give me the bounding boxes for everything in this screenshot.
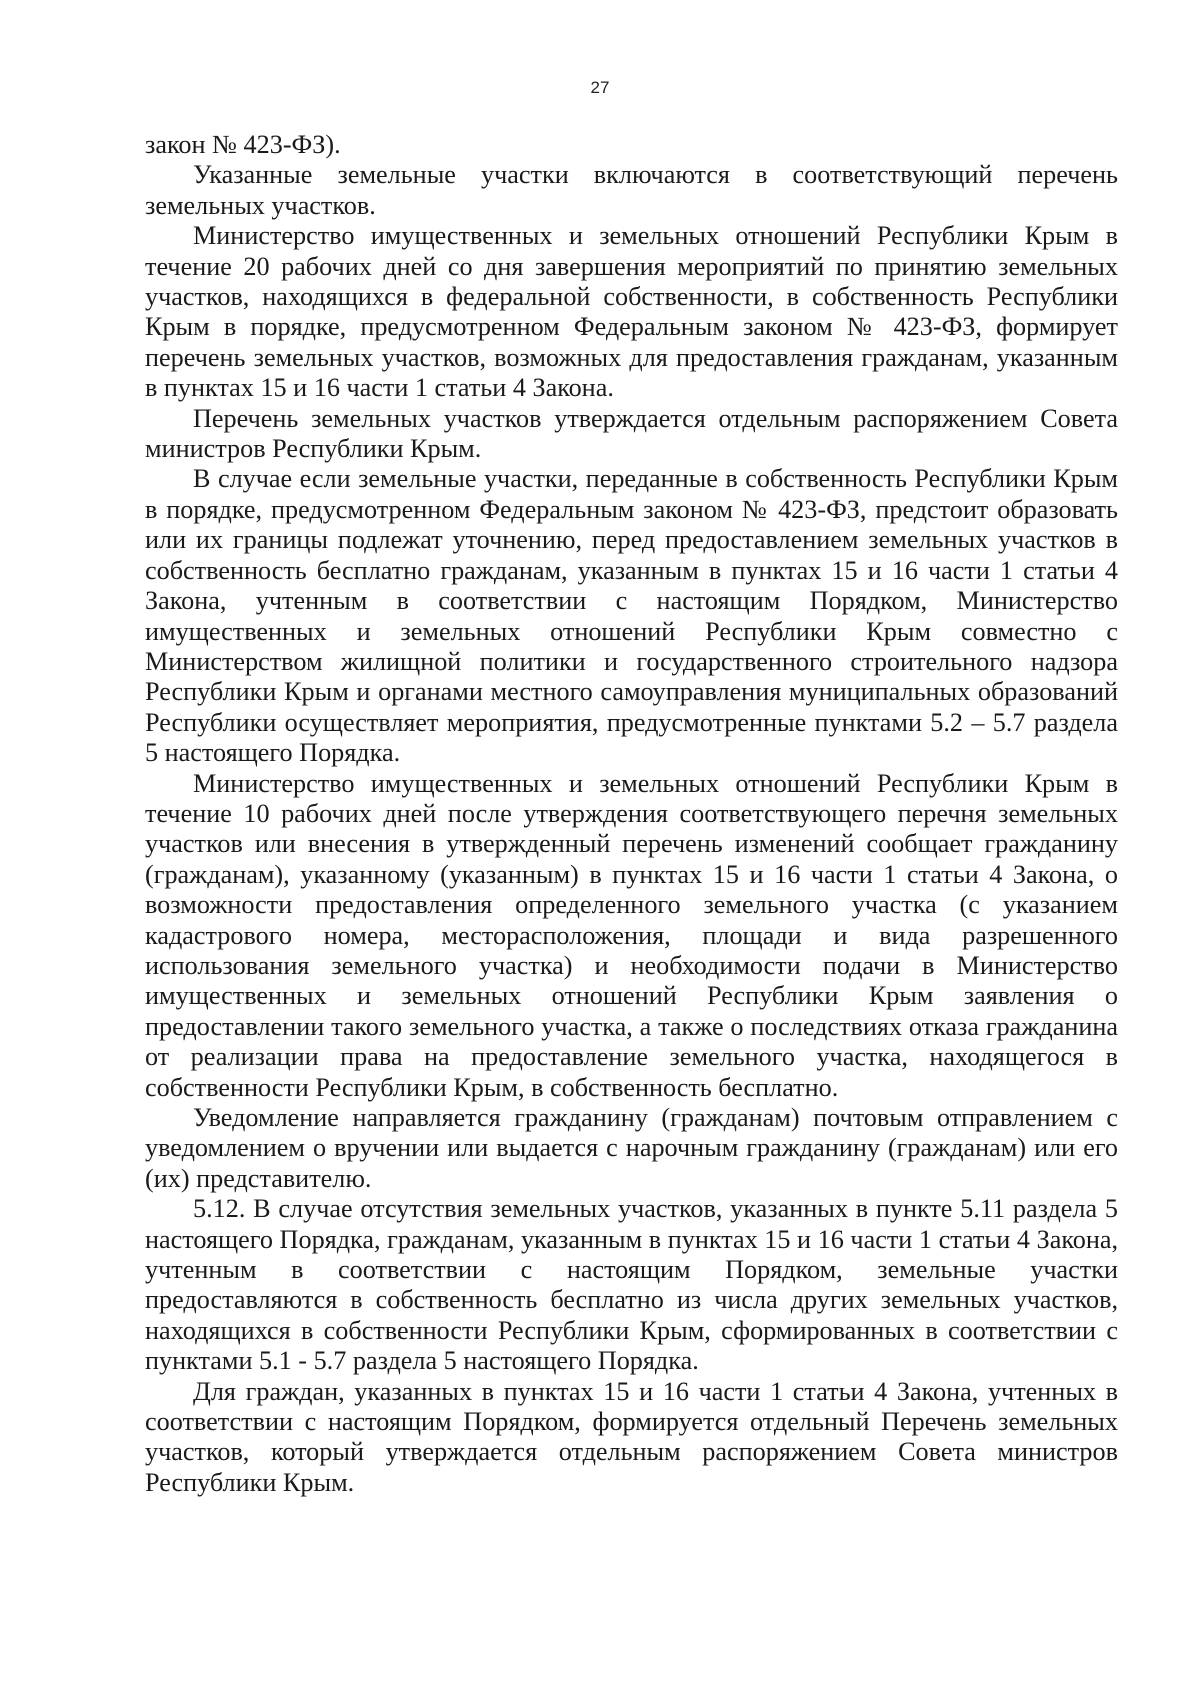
paragraph: Уведомление направляется гражданину (гражданам) почтовым отправлением с уведомлением о вручении или выдается с нарочным гражданину (гражданам) или его (их) представителю. — [145, 1103, 1118, 1193]
document-body — [145, 130, 1118, 1498]
paragraph-section-5-12: 5.12. В случае отсутствия земельных участков, указанных в пункте 5.11 раздела 5 настоящего Порядка, гражданам, указанным в пунктах 15 и 16 части 1 статьи 4 Закона, учтенным в соответствии с настоящим Порядком, земельные участки предоставляются в собственность бесплатно из числа других земельных участков, находящихся в собственности Республики Крым, сформированных в соответствии с пунктами 5.1 - 5.7 раздела 5 настоящего Порядка. — [145, 1194, 1118, 1376]
paragraph: В случае если земельные участки, переданные в собственность Республики Крым в порядке, предусмотренном Федеральным законом № 423-ФЗ, предстоит образовать или их границы подлежат уточнению, перед предоставлением земельных участков в собственность бесплатно гражданам, указанным в пунктах 15 и 16 части 1 статьи 4 Закона, учтенным в соответствии с настоящим Порядком, Министерство имущественных и земельных отношений Республики Крым совместно с Министерством жилищной политики и государственного строительного надзора Республики Крым и органами местного самоуправления муниципальных образований Республики осуществляет мероприятия, предусмотренные пунктами 5.2 – 5.7 раздела 5 настоящего Порядка. — [145, 464, 1118, 768]
paragraph: Министерство имущественных и земельных отношений Республики Крым в течение 10 рабочих дней после утверждения соответствующего перечня земельных участков или внесения в утвержденный перечень изменений сообщает гражданину (гражданам), указанному (указанным) в пунктах 15 и 16 части 1 статьи 4 Закона, о возможности предоставления определенного земельного участка (с указанием кадастрового номера, месторасположения, площади и вида разрешенного использования земельного участка) и необходимости подачи в Министерство имущественных и земельных отношений Республики Крым заявления о предоставлении такого земельного участка, а также о последствиях отказа гражданина от реализации права на предоставление земельного участка, находящегося в собственности Республики Крым, в собственность бесплатно. — [145, 768, 1118, 1102]
page-number: 27 — [590, 78, 610, 97]
paragraph: Министерство имущественных и земельных отношений Республики Крым в течение 20 рабочих дней со дня завершения мероприятий по принятию земельных участков, находящихся в федеральной собственности, в собственность Республики Крым в порядке, предусмотренном Федеральным законом № 423-ФЗ, формирует перечень земельных участков, возможных для предоставления гражданам, указанным в пунктах 15 и 16 части 1 статьи 4 Закона. — [145, 221, 1118, 403]
paragraph-continuation: закон № 423-ФЗ). — [145, 130, 341, 159]
paragraph: Перечень земельных участков утверждается отдельным распоряжением Совета министров Республики Крым. — [145, 403, 1118, 464]
paragraph: Для граждан, указанных в пунктах 15 и 16 части 1 статьи 4 Закона, учтенных в соответствии с настоящим Порядком, формируется отдельный Перечень земельных участков, который утверждается отдельным распоряжением Совета министров Республики Крым. — [145, 1376, 1118, 1497]
paragraph: Указанные земельные участки включаются в соответствующий перечень земельных участков. — [145, 160, 1118, 220]
